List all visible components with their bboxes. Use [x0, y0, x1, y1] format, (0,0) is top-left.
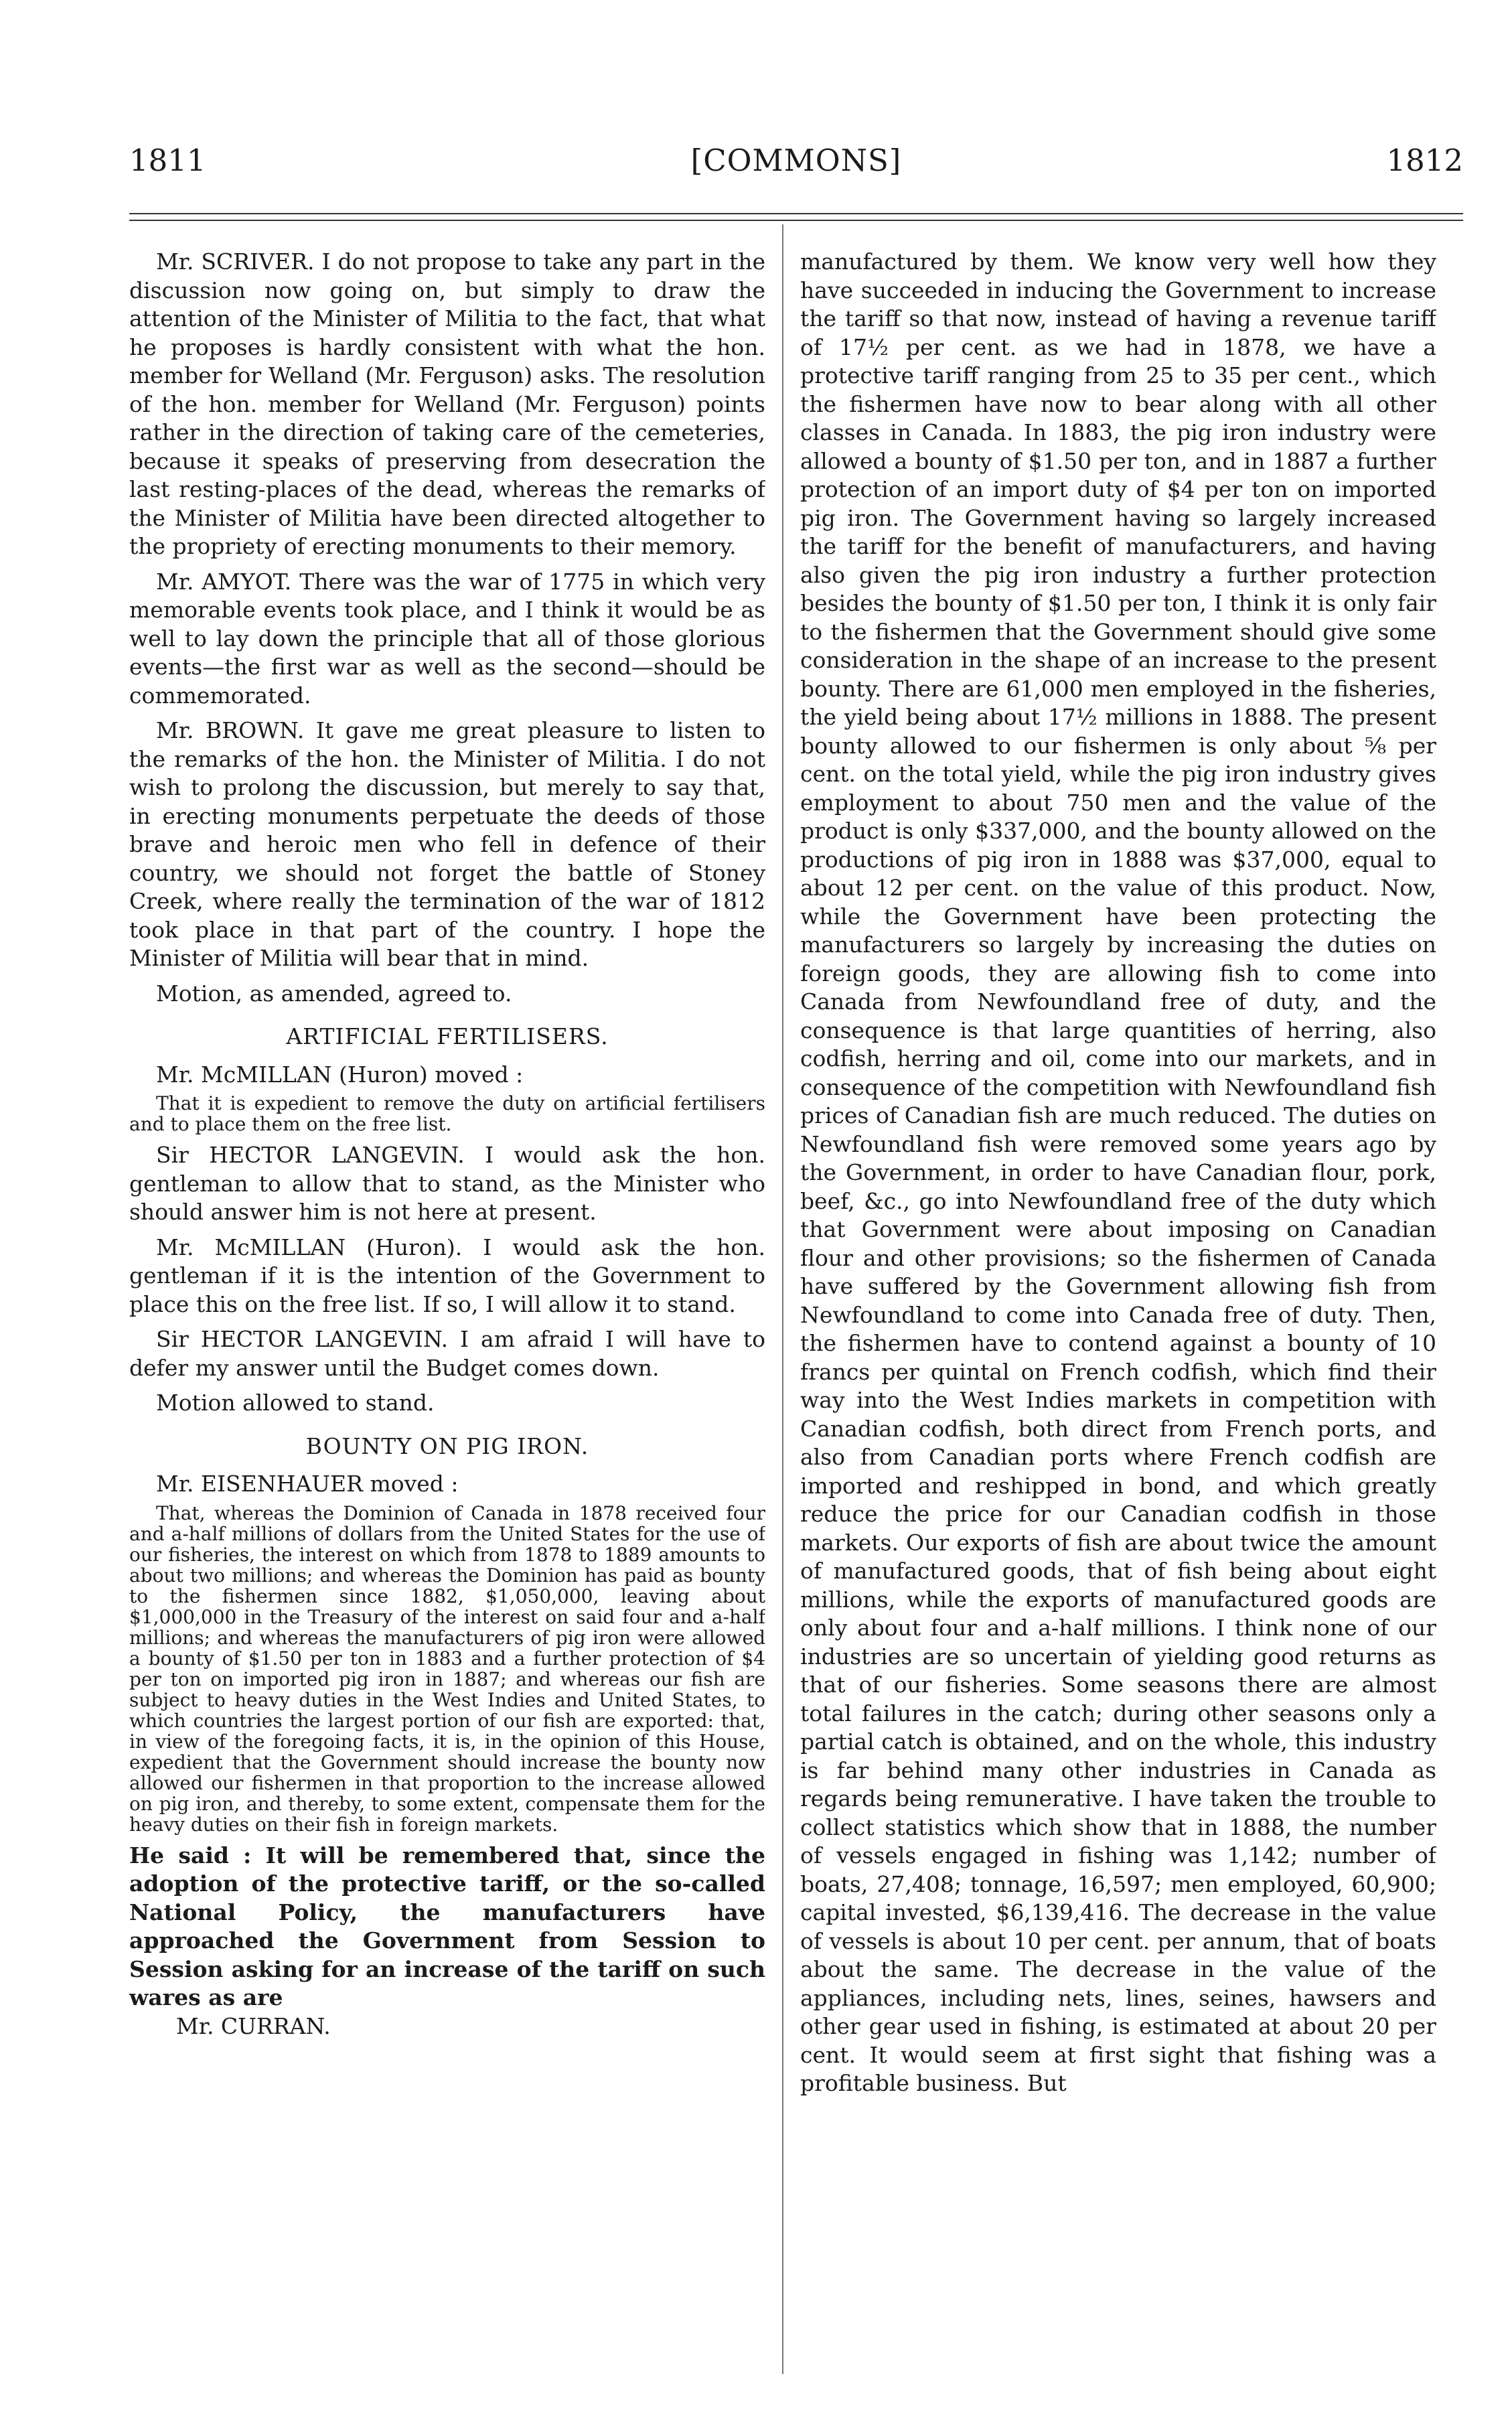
speech-eisenhauer-continued: manufactured by them. We know very well how they have succeeded in inducing the Government to increase the tariff so that now, instead of having a revenue tariff of 17½ per cent. as we had in 1878, we have a protective tariff ranging from 25 to 35 per cent., which the fishermen have now to bear along with all other classes in Canada. In 1883, the pig iron industry were allowed a bounty of $1.50 per ton, and in 1887 a further protection of an import duty of $4 per ton on imported pig iron. The Government having so largely increased the tariff for the benefit of manufacturers, and having also given the pig iron industry a further protection besides the bounty of $1.50 per ton, I think it is only fair to the fishermen that the Government should give some consideration in the shape of an increase to the present bounty. There are 61,000 men employed in the fisheries, the yield being about 17½ millions in 1888. The present bounty allowed to our fishermen is only about ⅝ per cent. on the total yield, while the pig iron industry gives employment to about 750 men and the value of the product is only $337,000, and the bounty allowed on the productions of pig iron in 1888 was $37,000, equal to about 12 per cent. on the value of this product. Now, while the Government have been protecting the manufacturers so largely by increasing the duties on foreign goods, they are allowing fish to come into Canada from Newfoundland free of duty, and the consequence is that large quantities of herring, also codfish, herring and oil, come into our markets, and in consequence of the competition with Newfoundland fish prices of Canadian fish are much reduced. The duties on Newfoundland fish were removed some years ago by the Government, in order to have Canadian flour, pork, beef, &c., go into Newfoundland free of the duty which that Government were about imposing on Canadian flour and other provisions; so the fishermen of Canada have suffered by the Government allowing fish from Newfoundland to come into Canada free of duty. Then, the fishermen have to contend against a bounty of 10 francs per quintal on French codfish, which find their way into the West Indies markets in competition with Canadian codfish, both direct from French ports, and also from Canadian ports where French codfish are imported and reshipped in bond, and which greatly reduce the price for our Canadian codfish in those markets. Our exports of fish are about twice the amount of manufactured goods, that of fish being about eight millions, while the exports of manufactured goods are only about four and a-half millions. I think none of our industries are so uncertain of yielding good returns as that of our fisheries. Some seasons there are almost total failures in the catch; during other seasons only a partial catch is obtained, and on the whole, this industry is far behind many other industries in Canada as regards being remunerative. I have taken the trouble to collect statistics which show that in 1888, the number of vessels engaged in fishing was 1,142; number of boats, 27,408; tonnage, 16,597; men employed, 60,900; capital invested, $6,139,416. The decrease in the value of vessels is about 10 per cent. per annum, that of boats about the same. The decrease in the value of the appliances, including nets, lines, seines, hawsers and other gear used in fishing, is estimated at about 20 per cent. It would seem at first sight that fishing was a profitable business. But: [800, 248, 1436, 2096]
header-rule-top: [129, 213, 1463, 214]
motion-text-pig-iron: That, whereas the Dominion of Canada in 1878 received four and a-half millions of dollars from the United States for the use of our fisheries, the interest on which from 1878 to 1889 amounts to about two millions; and whereas the Dominion has paid as bounty to the fishermen since 1882, $1,050,000, leaving about $1,000,000 in the Treasury of the interest on said four and a-half millions; and whereas the manufacturers of pig iron were allowed a bounty of $1.50 per ton in 1883 and a further protection of $4 per ton on imported pig iron in 1887; and whereas our fish are subject to heavy duties in the West Indies and United States, to which countries the largest portion of our fish are exported: that, in view of the foregoing facts, it is, in the opinion of this House, expedient that the Government should increase the bounty now allowed our fishermen in that proportion to the increase allowed on pig iron, and thereby, to some extent, compensate them for the heavy duties on their fish in foreign markets.: [129, 1501, 765, 1836]
left-column: [129, 248, 765, 2377]
reporter-byline: Mr. CURRAN.: [176, 2012, 331, 2039]
header-rule-bottom: [129, 220, 1463, 221]
section-heading-fertilisers: ARTIFICIAL FERTILISERS.: [286, 1023, 609, 1049]
column-divider: [782, 224, 783, 2374]
speech-mcmillan: Mr. McMILLAN (Huron). I would ask the hon. gentleman if it is the intention of the Government to place this on the free list. If so, I will allow it to stand.: [129, 1234, 765, 1317]
speech-eisenhauer: He said : It will be remembered that, since the adoption of the protective tariff, or the so-called National Policy, the manufacturers have approached the Government from Session to Session asking for an increase of the tariff on such wares as are: [129, 1842, 765, 2010]
chamber-title: [COMMONS]: [690, 143, 902, 178]
speech-scriver: Mr. SCRIVER. I do not propose to take any part in the discussion now going on, but simply to draw the attention of the Minister of Militia to the fact, that what he proposes is hardly consistent with what the hon. member for Welland (Mr. Ferguson) asks. The resolution of the hon. member for Welland (Mr. Ferguson) points rather in the direction of taking care of the cemeteries, because it speaks of preserving from desecration the last resting-places of the dead, whereas the remarks of the Minister of Militia have been directed altogether to the propriety of erecting monuments to their memory.: [129, 248, 765, 559]
page-header: [129, 137, 1463, 184]
speech-langevin-2: Sir HECTOR LANGEVIN. I am afraid I will have to defer my answer until the Budget comes down.: [129, 1326, 765, 1381]
motion-stand: Motion allowed to stand.: [156, 1390, 435, 1416]
section-heading-pig-iron: BOUNTY ON PIG IRON.: [305, 1432, 589, 1459]
motion-mcmillan: Mr. McMILLAN (Huron) moved :: [156, 1061, 524, 1088]
motion-eisenhauer: Mr. EISENHAUER moved :: [156, 1471, 459, 1497]
speech-langevin-1: Sir HECTOR LANGEVIN. I would ask the hon. gentleman to allow that to stand, as the Minister who should answer him is not here at present.: [129, 1142, 765, 1225]
right-page-number: 1812: [1386, 143, 1463, 178]
speech-amyot: Mr. AMYOT. There was the war of 1775 in which very memorable events took place, and I think it would be as well to lay down the principle that all of those glorious events—the first war as well as the second—should be commemorated.: [129, 568, 765, 709]
motion-text-fertilisers: That it is expedient to remove the duty on artificial fertilisers and to place them on the free list.: [129, 1092, 765, 1135]
left-page-number: 1811: [129, 143, 206, 178]
motion-agreed: Motion, as amended, agreed to.: [156, 980, 512, 1007]
speech-brown: Mr. BROWN. It gave me great pleasure to listen to the remarks of the hon. the Minister of Militia. I do not wish to prolong the discussion, but merely to say that, in erecting monuments perpetuate the deeds of those brave and heroic men who fell in defence of their country, we should not forget the battle of Stoney Creek, where really the termination of the war of 1812 took place in that part of the country. I hope the Minister of Militia will bear that in mind.: [129, 717, 765, 971]
right-column: [800, 248, 1436, 2377]
